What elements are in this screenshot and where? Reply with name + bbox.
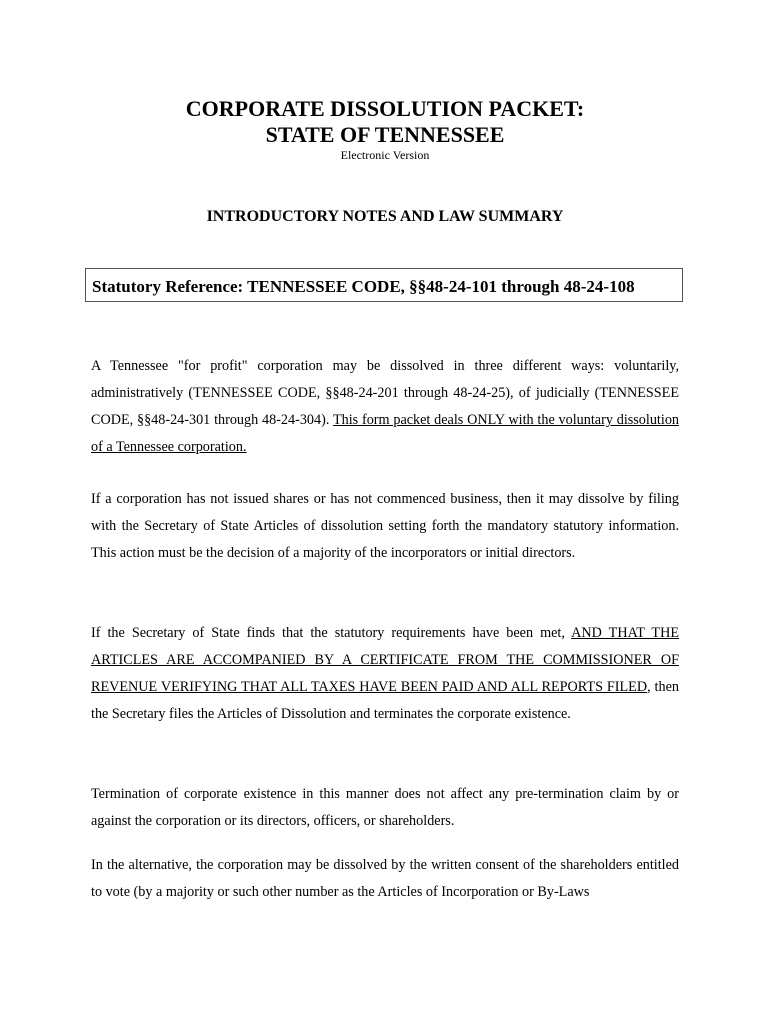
paragraph-dissolution-methods [91,353,679,461]
document-title-line1: CORPORATE DISSOLUTION PACKET: [185,96,585,121]
paragraph-secretary-findings [91,620,679,728]
paragraph-alternative [91,852,679,906]
statutory-reference-box [85,268,683,302]
paragraph-no-shares [91,486,679,567]
paragraph-text: A Tennessee "for profit" corporation may be dissolved in three different ways: voluntarily, administratively (TENNESSEE CODE, §§48-24-201 through 48-24-25), of judicially (TENNESSEE CODE, §§48-24-301 through 48-24-304). [91,358,679,428]
paragraph-text: If a corporation has not issued shares or has not commenced business, then it may dissolve by filing with the Secretary of State Articles of dissolution setting forth the mandatory statutory information. This action must be the decision of a majority of the incorporators or initial directors. [91,491,679,561]
statutory-reference-text: Statutory Reference: TENNESSEE CODE, §§48-24-101 through 48-24-108 [92,277,635,296]
paragraph-text: , then the Secretary files the Articles of Dissolution and terminates the corporate existence. [91,679,679,722]
paragraph-text: If the Secretary of State finds that the statutory requirements have been met, [91,625,572,641]
underlined-notice: This form packet deals ONLY with the voluntary dissolution of a Tennessee corporation. [91,412,680,455]
document-title-line2: STATE OF TENNESSEE [265,122,505,147]
document-subtitle: Electronic Version [340,148,430,162]
underlined-requirement: AND THAT THE ARTICLES ARE ACCOMPANIED BY A CERTIFICATE FROM THE COMMISSIONER OF REVENUE VERIFYING THAT ALL TAXES HAVE BEEN PAID AND ALL REPORTS FILED [91,625,680,695]
paragraph-text: In the alternative, the corporation may be dissolved by the written consent of the shareholders entitled to vote (by a majority or such other number as the Articles of Incorporation or By-Laws [91,857,679,900]
paragraph-text: Termination of corporate existence in this manner does not affect any pre-termination claim by or against the corporation or its directors, officers, or shareholders. [91,786,679,829]
section-heading: INTRODUCTORY NOTES AND LAW SUMMARY [206,208,564,225]
paragraph-termination [91,781,679,835]
